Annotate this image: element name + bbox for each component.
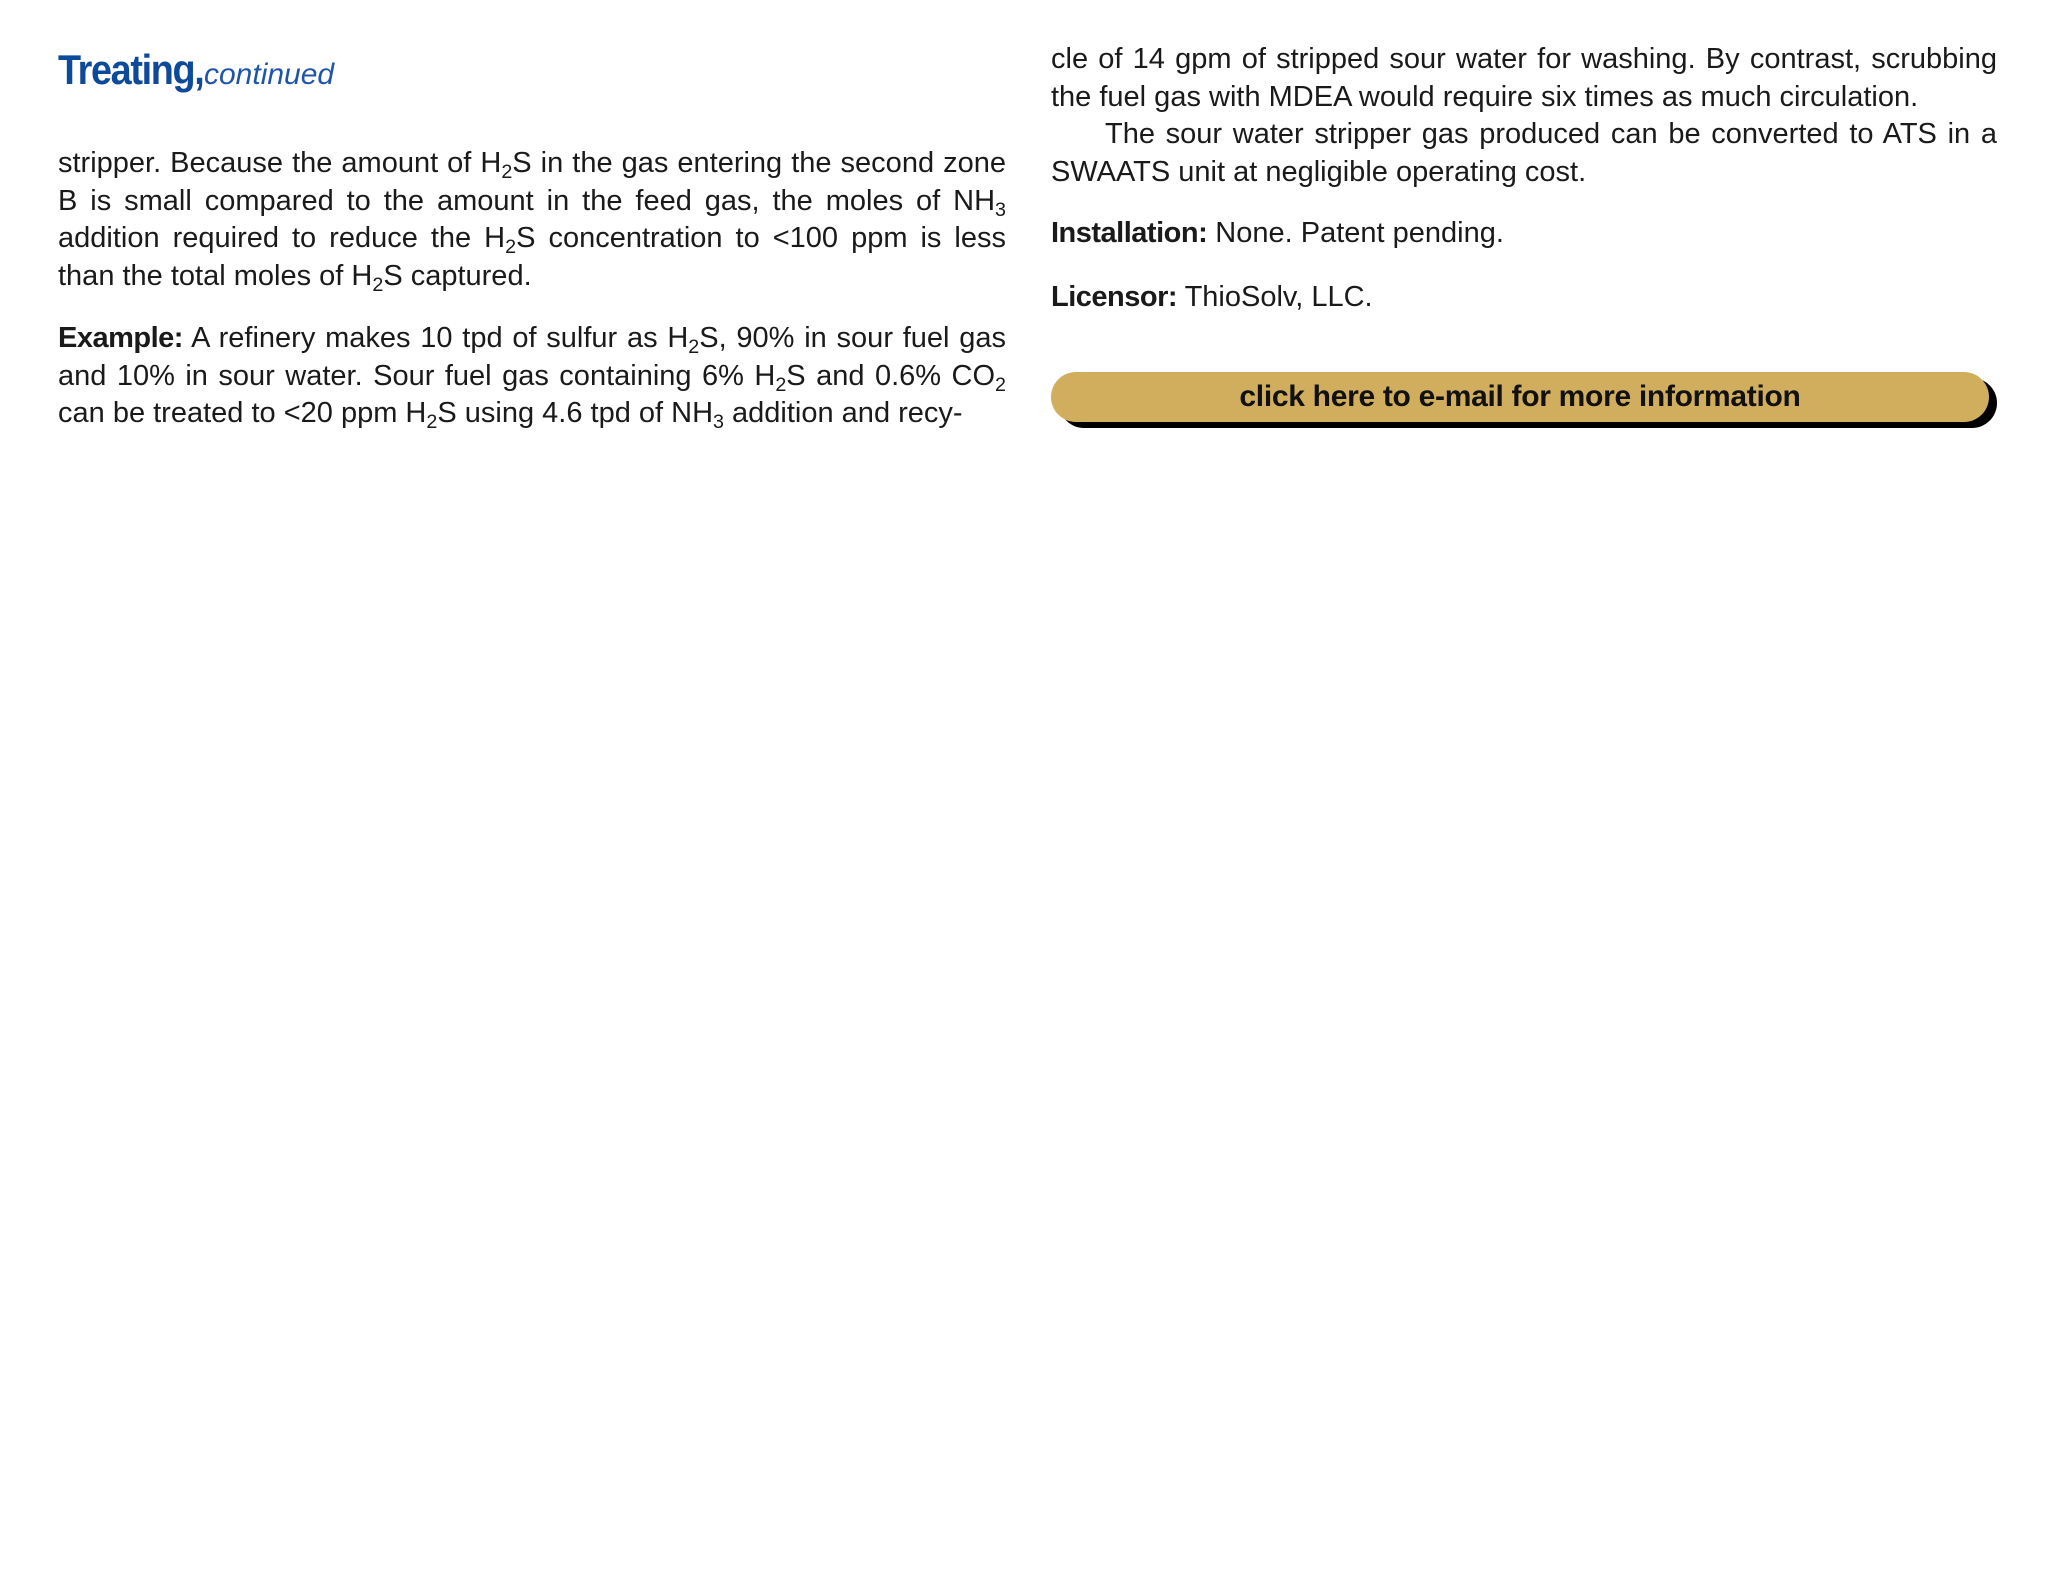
section-subtitle: continued	[204, 58, 335, 91]
licensor-label: Licensor:	[1051, 281, 1178, 313]
licensor-text: ThioSolv, LLC.	[1177, 281, 1373, 313]
licensor-line	[1051, 279, 1997, 317]
body-paragraph-swaats: The sour water stripper gas produced can be converted to ATS in a SWAATS unit at negligible operating cost.	[1051, 118, 1997, 188]
body-paragraph-example: Example: A refinery makes 10 tpd of sulfur as $H_2S$, 90% in sour fuel gas and 10% in sour water. Sour fuel gas containing 6% $H_2S$ and 0.6% $CO_2$ can be treated to <20 ppm $H_2S$ using 4.6 tpd of $NH_3$ addition and recy-	[58, 322, 1007, 433]
example-label: Example:	[58, 322, 183, 354]
email-info-button[interactable]	[1051, 372, 1989, 422]
email-info-button-label: click here to e-mail for more information	[1239, 380, 1801, 413]
section-title: Treating,	[58, 46, 204, 93]
installation-line	[1051, 215, 1997, 253]
body-paragraph-stripper: stripper. Because the amount of $H_2S$ in the gas entering the second zone B is small compared to the amount in the feed gas, the moles of $NH_3$ addition required to reduce the $H_2S$ concentration to <100 ppm is less than the total moles of $H_2S$ captured.	[58, 147, 1007, 296]
page-header	[58, 46, 334, 94]
body-paragraph-recycle: cle of 14 gpm of stripped sour water for washing. By contrast, scrubbing the fuel gas with MDEA would require six times as much circulation.	[1051, 43, 1997, 113]
installation-label: Installation:	[1051, 217, 1208, 249]
installation-text: None. Patent pending.	[1207, 217, 1504, 249]
